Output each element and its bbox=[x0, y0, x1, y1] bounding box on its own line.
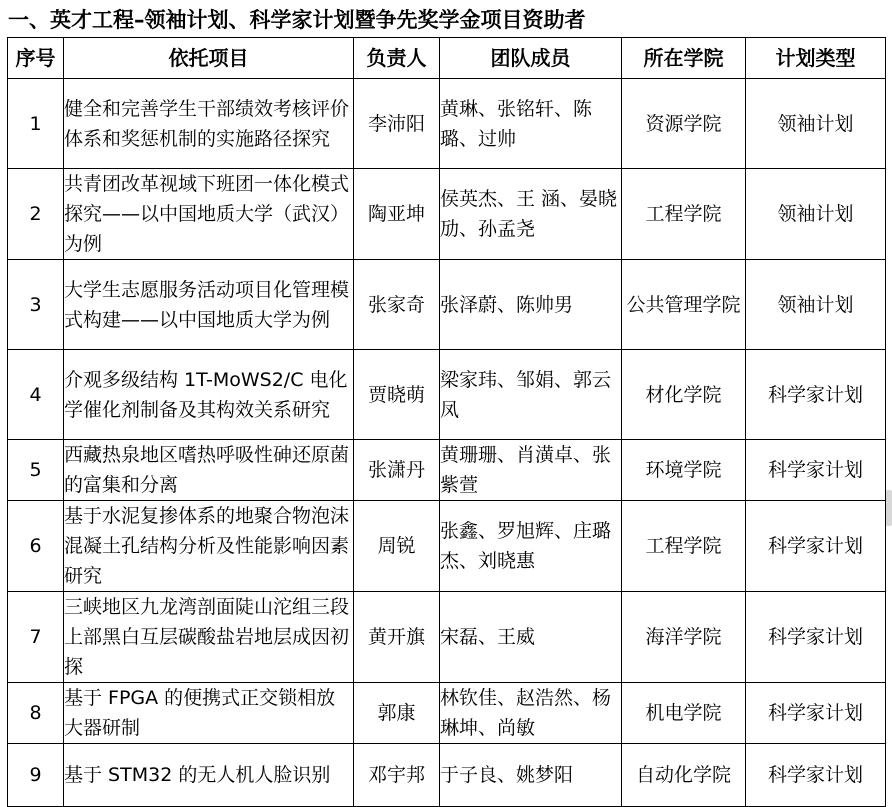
cell-plan: 领袖计划 bbox=[746, 79, 886, 169]
table-row bbox=[8, 592, 886, 683]
cell-no: 9 bbox=[8, 744, 64, 807]
cell-project: 基于 FPGA 的便携式正交锁相放大器研制 bbox=[64, 683, 354, 744]
cell-college: 海洋学院 bbox=[622, 592, 746, 683]
cell-college: 工程学院 bbox=[622, 169, 746, 260]
cell-project: 基于水泥复掺体系的地聚合物泡沫混凝土孔结构分析及性能影响因素研究 bbox=[64, 501, 354, 592]
cell-plan: 科学家计划 bbox=[746, 501, 886, 592]
cell-college: 机电学院 bbox=[622, 683, 746, 744]
cell-plan: 科学家计划 bbox=[746, 440, 886, 501]
table-row bbox=[8, 683, 886, 744]
cell-college: 环境学院 bbox=[622, 440, 746, 501]
cell-leader: 黄开旗 bbox=[354, 592, 440, 683]
column-header-no: 序号 bbox=[8, 38, 64, 79]
cell-college: 资源学院 bbox=[622, 79, 746, 169]
cell-project: 西藏热泉地区嗜热呼吸性砷还原菌的富集和分离 bbox=[64, 440, 354, 501]
cell-college: 工程学院 bbox=[622, 501, 746, 592]
cell-members: 宋磊、王威 bbox=[440, 592, 622, 683]
cell-no: 5 bbox=[8, 440, 64, 501]
cell-leader: 张潇丹 bbox=[354, 440, 440, 501]
cell-leader: 郭康 bbox=[354, 683, 440, 744]
column-header-plan: 计划类型 bbox=[746, 38, 886, 79]
cell-members: 于子良、姚梦阳 bbox=[440, 744, 622, 807]
scrollbar-thumb[interactable] bbox=[886, 490, 892, 526]
cell-plan: 领袖计划 bbox=[746, 260, 886, 350]
cell-members: 林钦佳、赵浩然、杨琳坤、尚敏 bbox=[440, 683, 622, 744]
cell-plan: 领袖计划 bbox=[746, 169, 886, 260]
cell-no: 4 bbox=[8, 350, 64, 440]
cell-no: 7 bbox=[8, 592, 64, 683]
column-header-leader: 负责人 bbox=[354, 38, 440, 79]
column-header-members: 团队成员 bbox=[440, 38, 622, 79]
cell-project: 健全和完善学生干部绩效考核评价体系和奖惩机制的实施路径探究 bbox=[64, 79, 354, 169]
page-title: 一、英才工程–领袖计划、科学家计划暨争先奖学金项目资助者 bbox=[8, 8, 586, 32]
cell-project: 共青团改革视域下班团一体化模式探究——以中国地质大学（武汉）为例 bbox=[64, 169, 354, 260]
cell-college: 材化学院 bbox=[622, 350, 746, 440]
cell-project: 三峡地区九龙湾剖面陡山沱组三段上部黑白互层碳酸盐岩地层成因初探 bbox=[64, 592, 354, 683]
cell-no: 1 bbox=[8, 79, 64, 169]
cell-leader: 陶亚坤 bbox=[354, 169, 440, 260]
column-header-project: 依托项目 bbox=[64, 38, 354, 79]
cell-leader: 周锐 bbox=[354, 501, 440, 592]
cell-leader: 张家奇 bbox=[354, 260, 440, 350]
cell-project: 介观多级结构 1T-MoWS2/C 电化学催化剂制备及其构效关系研究 bbox=[64, 350, 354, 440]
cell-members: 黄珊珊、肖潢卓、张紫萱 bbox=[440, 440, 622, 501]
cell-leader: 李沛阳 bbox=[354, 79, 440, 169]
cell-no: 8 bbox=[8, 683, 64, 744]
cell-members: 黄琳、张铭轩、陈璐、过帅 bbox=[440, 79, 622, 169]
cell-members: 侯英杰、王 涵、晏晓劢、孙孟尧 bbox=[440, 169, 622, 260]
table-row bbox=[8, 744, 886, 807]
cell-plan: 科学家计划 bbox=[746, 592, 886, 683]
cell-no: 6 bbox=[8, 501, 64, 592]
cell-plan: 科学家计划 bbox=[746, 744, 886, 807]
cell-college: 自动化学院 bbox=[622, 744, 746, 807]
cell-plan: 科学家计划 bbox=[746, 350, 886, 440]
column-header-college: 所在学院 bbox=[622, 38, 746, 79]
table-row bbox=[8, 169, 886, 260]
cell-members: 张泽蔚、陈帅男 bbox=[440, 260, 622, 350]
cell-plan: 科学家计划 bbox=[746, 683, 886, 744]
table-row bbox=[8, 350, 886, 440]
cell-college: 公共管理学院 bbox=[622, 260, 746, 350]
table-row bbox=[8, 260, 886, 350]
cell-members: 梁家玮、邹娟、郭云凤 bbox=[440, 350, 622, 440]
cell-no: 2 bbox=[8, 169, 64, 260]
table-header-row bbox=[8, 38, 886, 79]
cell-project: 大学生志愿服务活动项目化管理模式构建——以中国地质大学为例 bbox=[64, 260, 354, 350]
cell-leader: 邓宇邦 bbox=[354, 744, 440, 807]
cell-members: 张鑫、罗旭辉、庄璐杰、刘晓惠 bbox=[440, 501, 622, 592]
cell-leader: 贾晓萌 bbox=[354, 350, 440, 440]
cell-no: 3 bbox=[8, 260, 64, 350]
table-row bbox=[8, 79, 886, 169]
grant-table bbox=[7, 37, 886, 807]
cell-project: 基于 STM32 的无人机人脸识别 bbox=[64, 744, 354, 807]
table-row bbox=[8, 440, 886, 501]
table-row bbox=[8, 501, 886, 592]
